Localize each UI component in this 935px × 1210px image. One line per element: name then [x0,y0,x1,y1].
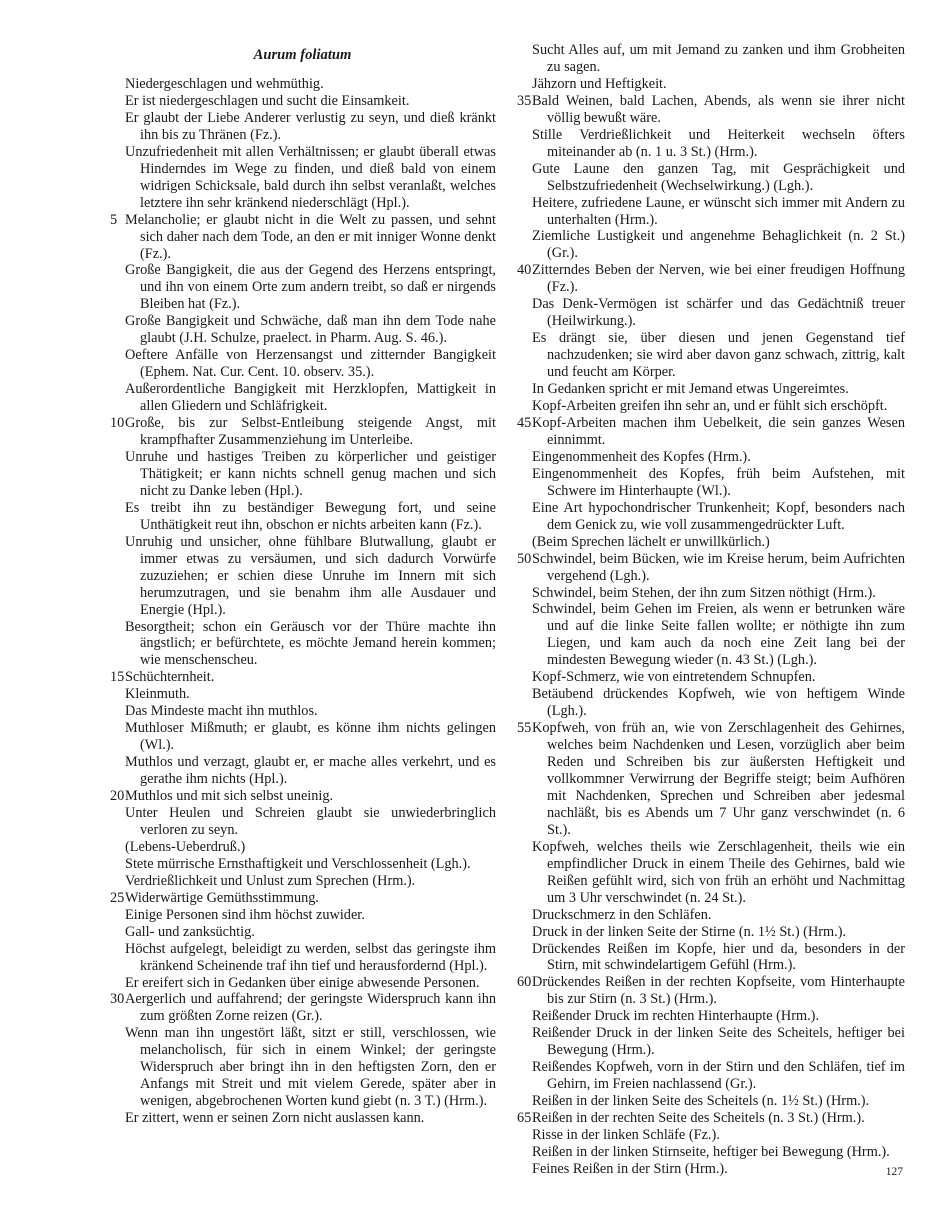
symptom-entry [110,93,496,110]
entry-number: 20 [110,788,125,805]
symptom-entry [517,1127,905,1144]
entry-text: Es drängt sie, über diesen und jenen Gegenstand tief nachzudenken; sie wird aber davon ganz schwach, zittrig, kalt und feucht am Körper. [532,330,905,381]
entry-number: 55 [517,720,532,737]
symptom-entry [110,703,496,720]
symptom-entry [517,1144,905,1161]
symptom-entry [517,669,905,686]
entry-number: 50 [517,550,532,567]
symptom-entry [110,907,496,924]
symptom-entry [110,415,496,449]
entry-text: Er ereifert sich in Gedanken über einige abwesende Personen. [125,974,480,991]
symptom-entry [517,449,905,466]
symptom-entry [517,415,905,449]
symptom-entry [517,330,905,381]
entry-text: Druck in der linken Seite der Stirne (n. 1½ St.) (Hrm.). [532,923,847,940]
symptom-entry [517,76,905,93]
symptom-entry [517,161,905,195]
entry-number: 10 [110,415,125,432]
symptom-entry [517,127,905,161]
symptom-entry [517,1110,905,1127]
entry-text: Melancholie; er glaubt nicht in die Welt zu passen, und sehnt sich daher nach dem Tode, an den er mit inniger Wonne denkt (Fz.). [125,211,496,262]
entry-text: Unruhig und unsicher, ohne fühlbare Blutwallung, glaubt er immer etwas zu versäumen, und sich dadurch Vorwürfe zuzuziehen; er schien diese Unruhe im Innern mit sich herumzutragen, und sie benahm ihm alle Ausdauer und Energie (Hpl.). [125,533,496,618]
entry-text: Er glaubt der Liebe Anderer verlustig zu seyn, und dieß kränkt ihn bis zu Thränen (Fz.). [125,109,496,143]
entry-text: Stete mürrische Ernsthaftigkeit und Verschlossenheit (Lgh.). [125,855,471,872]
entry-text: Jähzorn und Heftigkeit. [532,75,667,92]
symptom-entry [110,788,496,805]
symptom-entry [110,890,496,907]
entry-text: Schüchternheit. [125,669,215,686]
symptom-entry [517,296,905,330]
symptom-entry [110,856,496,873]
entry-text: Das Mindeste macht ihn muthlos. [125,703,318,720]
entry-text: Oeftere Anfälle von Herzensangst und zitternder Bangigkeit (Ephem. Nat. Cur. Cent. 10. observ. 35.). [125,347,496,381]
symptom-entry [517,839,905,907]
entry-text: Sucht Alles auf, um mit Jemand zu zanken und ihm Grobheiten zu sagen. [532,42,905,75]
entry-text: Kopf-Arbeiten greifen ihn sehr an, und er fühlt sich erschöpft. [532,398,888,415]
entry-text: Drückendes Reißen in der rechten Kopfseite, vom Hinterhaupte bis zur Stirn (n. 3 St.) (Hrm.). [532,974,905,1008]
entry-text: Aergerlich und auffahrend; der geringste Widerspruch kann ihn zum größten Zorne reizen (Gr.). [125,991,496,1025]
entry-text: Unzufriedenheit mit allen Verhältnissen; er glaubt überall etwas Hinderndes im Wege zu finden, und dieß bald von einem widrigen Schicksale, bald durch ihn selbst veranlaßt, welches letztere ihn sehr kränkend niederschlägt (Hpl.). [125,143,496,211]
entry-number: 30 [110,991,125,1008]
page-title: Aurum foliatum [253,47,352,63]
symptom-entry [110,534,496,619]
entry-number: 45 [517,414,532,431]
symptom-entry [517,195,905,229]
left-column [110,76,496,1127]
entry-text: Eingenommenheit des Kopfes (Hrm.). [532,448,751,465]
symptom-entry [517,1093,905,1110]
symptom-entry [517,974,905,1008]
symptom-entry [517,262,905,296]
symptom-entry [110,839,496,856]
entry-number: 65 [517,1110,532,1127]
symptom-entry [110,76,496,93]
entry-text: Reißen in der linken Stirnseite, heftiger bei Bewegung (Hrm.). [532,1143,890,1160]
entry-number: 15 [110,669,125,686]
entry-text: Reißen in der rechten Seite des Scheitels (n. 3 St.) (Hrm.). [532,1110,865,1127]
symptom-entry [110,347,496,381]
symptom-entry [110,991,496,1025]
symptom-entry [110,449,496,500]
entry-text: Druckschmerz in den Schläfen. [532,906,712,923]
symptom-entry [110,1025,496,1110]
entry-text: Feines Reißen in der Stirn (Hrm.). [532,1160,728,1177]
entry-text: Muthlos und verzagt, glaubt er, er mache alles verkehrt, und es gerathe ihm nichts (Hpl.). [125,754,496,788]
entry-text: Das Denk-Vermögen ist schärfer und das Gedächtniß treuer (Heilwirkung.). [532,296,905,330]
symptom-entry [517,1025,905,1059]
entry-text: Risse in der linken Schläfe (Fz.). [532,1127,720,1143]
symptom-entry [517,534,905,551]
entry-text: Verdrießlichkeit und Unlust zum Sprechen (Hrm.). [125,872,416,889]
symptom-entry [110,975,496,992]
symptom-entry [517,466,905,500]
symptom-entry [517,686,905,720]
symptom-entry [517,585,905,602]
symptom-entry [110,1110,496,1127]
entry-text: Reißender Druck im rechten Hinterhaupte (Hrm.). [532,1008,820,1025]
symptom-entry [110,212,496,263]
entry-text: Reißen in der linken Seite des Scheitels (n. 1½ St.) (Hrm.). [532,1093,870,1110]
symptom-entry [517,720,905,839]
entry-text: Kopf-Arbeiten machen ihm Uebelkeit, die sein ganzes Wesen einnimmt. [532,414,905,448]
symptom-entry [517,42,905,76]
symptom-entry [517,398,905,415]
symptom-entry [517,500,905,534]
symptom-entry [517,924,905,941]
entry-text: Heitere, zufriedene Laune, er wünscht sich immer mit Andern zu unterhalten (Hrm.). [532,194,905,228]
symptom-entry [517,601,905,669]
entry-text: Niedergeschlagen und wehmüthig. [125,76,324,92]
symptom-entry [517,1161,905,1178]
entry-text: Schwindel, beim Stehen, der ihn zum Sitzen nöthigt (Hrm.). [532,584,876,601]
entry-text: Unter Heulen und Schreien glaubt sie unwiederbringlich verloren zu seyn. [125,804,496,838]
symptom-entry [110,805,496,839]
entry-text: Kopfweh, von früh an, wie von Zerschlagenheit des Gehirnes, welches beim Nachdenken und Lesen, vorzüglich aber beim Reden und Schreiben bis zur äußersten Heftigkeit und vollkommner Verwirrung der Begriffe steigt; beim Aufhören mit Nachdenken, Sprechen und Schreiben aber jedesmal nachläßt, bis es Abends um 7 Uhr ganz verschwindet (n. 6 St.). [532,720,905,838]
entry-text: Gute Laune den ganzen Tag, mit Gesprächigkeit und Selbstzufriedenheit (Wechselwirkung.) (Lgh.). [532,160,905,194]
symptom-entry [110,500,496,534]
entry-number: 40 [517,262,532,279]
symptom-entry [110,144,496,212]
entry-text: Große, bis zur Selbst-Entleibung steigende Angst, mit krampfhafter Zusammenziehung im Unterleibe. [125,415,496,449]
symptom-entry [517,941,905,975]
entry-text: Drückendes Reißen im Kopfe, hier und da, besonders in der Stirn, mit schwindelartigem Gefühl (Hrm.). [532,940,905,974]
entry-text: Kopfweh, welches theils wie Zerschlagenheit, theils wie ein empfindlicher Druck in einem Theile des Gehirnes, bald wie Reißen gefühlt wird, sich von früh an erhöht und Nachmittag um 3 Uhr verschwindet (n. 24 St.). [532,838,905,906]
symptom-entry [110,669,496,686]
entry-number: 35 [517,92,532,109]
entry-text: Gall- und zanksüchtig. [125,923,255,940]
symptom-entry [110,262,496,313]
symptom-entry [110,873,496,890]
entry-text: Kopf-Schmerz, wie von eintretendem Schnupfen. [532,669,816,686]
entry-text: Unruhe und hastiges Treiben zu körperlicher und geistiger Thätigkeit; er kann nichts schnell genug machen und sich nicht zu Danke leben (Hpl.). [125,448,496,499]
symptom-entry [517,551,905,585]
entry-text: Widerwärtige Gemüthsstimmung. [125,889,319,906]
entry-text: Es treibt ihn zu beständiger Bewegung fort, und seine Unthätigkeit reut ihn, obschon er nichts arbeiten kann (Fz.). [125,499,496,533]
entry-text: Reißendes Kopfweh, vorn in der Stirn und den Schläfen, tief im Gehirn, im Freien nachlassend (Gr.). [532,1059,905,1093]
entry-text: Ziemliche Lustigkeit und angenehme Behaglichkeit (n. 2 St.) (Gr.). [532,228,905,262]
entry-text: Stille Verdrießlichkeit und Heiterkeit wechseln öfters miteinander ab (n. 1 u. 3 St.) (Hrm.). [532,126,905,160]
entry-number: 25 [110,889,125,906]
symptom-entry [110,941,496,975]
entry-text: In Gedanken spricht er mit Jemand etwas Ungereimtes. [532,381,849,398]
entry-text: Besorgtheit; schon ein Geräusch vor der Thüre machte ihn ängstlich; er befürchtete, es möchte Jemand herein kommen; wie menschenscheu. [125,618,496,669]
symptom-entry [517,381,905,398]
symptom-entry [517,1059,905,1093]
symptom-entry [110,686,496,703]
entry-text: Außerordentliche Bangigkeit mit Herzklopfen, Mattigkeit in allen Gliedern und Schläfrigkeit. [125,381,496,415]
entry-text: (Beim Sprechen lächelt er unwillkürlich.) [532,533,770,550]
entry-text: Eine Art hypochondrischer Trunkenheit; Kopf, besonders nach dem Genick zu, wie voll zusammengedrückter Luft. [532,499,905,533]
entry-text: Einige Personen sind ihm höchst zuwider. [125,906,365,923]
symptom-entry [517,1008,905,1025]
entry-text: (Lebens-Ueberdruß.) [125,838,246,855]
page-number: 127 [885,1166,903,1178]
entry-text: Muthlos und mit sich selbst uneinig. [125,788,334,805]
entry-number: 60 [517,974,532,991]
entry-text: Große Bangigkeit, die aus der Gegend des Herzens entspringt, und ihn von einem Orte zum andern treibt, so daß er nirgends Bleiben hat (Fz.). [125,262,496,313]
entry-number: 5 [110,211,118,228]
symptom-entry [110,924,496,941]
entry-text: Kleinmuth. [125,686,190,703]
symptom-entry [110,619,496,670]
entry-text: Er zittert, wenn er seinen Zorn nicht auslassen kann. [125,1110,425,1127]
entry-text: Große Bangigkeit und Schwäche, daß man ihn dem Tode nahe glaubt (J.H. Schulze, praelect. in Pharm. Aug. S. 46.). [125,313,496,347]
entry-text: Reißender Druck in der linken Seite des Scheitels, heftiger bei Bewegung (Hrm.). [532,1025,905,1059]
entry-text: Muthloser Mißmuth; er glaubt, es könne ihm nichts gelingen (Wl.). [125,720,496,754]
symptom-entry [110,754,496,788]
entry-text: Schwindel, beim Gehen im Freien, als wenn er betrunken wäre und auf die linke Seite fallen wollte; er nöthigte ihn zum Liegen, und kam auch da noch eine Zeit lang bei der mindesten Bewegung wieder (n. 43 St.) (Lgh.). [532,601,905,669]
symptom-entry [517,228,905,262]
entry-text: Höchst aufgelegt, beleidigt zu werden, selbst das geringste ihm kränkend Scheinende traf ihn tief und herausfordernd (Hpl.). [125,940,496,974]
symptom-entry [110,381,496,415]
entry-text: Wenn man ihn ungestört läßt, sitzt er still, verschlossen, wie melancholisch, für sich in einem Winkel; der geringste Widerspruch aber bringt ihn in den heftigsten Zorn, den er Anfangs mit Streit und mit vielem Gerede, später aber in wenigen, abgebrochenen Worten kund giebt (n. 3 T.) (Hrm.). [125,1025,496,1110]
entry-text: Bald Weinen, bald Lachen, Abends, als wenn sie ihrer nicht völlig bewußt wäre. [532,92,905,126]
symptom-entry [110,313,496,347]
entry-text: Eingenommenheit des Kopfes, früh beim Aufstehen, mit Schwere im Hinterhaupte (Wl.). [532,465,905,499]
symptom-entry [110,110,496,144]
right-column [517,42,905,1178]
symptom-entry [517,907,905,924]
entry-text: Er ist niedergeschlagen und sucht die Einsamkeit. [125,92,410,109]
entry-text: Schwindel, beim Bücken, wie im Kreise herum, beim Aufrichten vergehend (Lgh.). [532,550,905,584]
entry-text: Betäubend drückendes Kopfweh, wie von heftigem Winde (Lgh.). [532,686,905,720]
entry-text: Zitterndes Beben der Nerven, wie bei einer freudigen Hoffnung (Fz.). [532,262,905,296]
symptom-entry [517,93,905,127]
symptom-entry [110,720,496,754]
